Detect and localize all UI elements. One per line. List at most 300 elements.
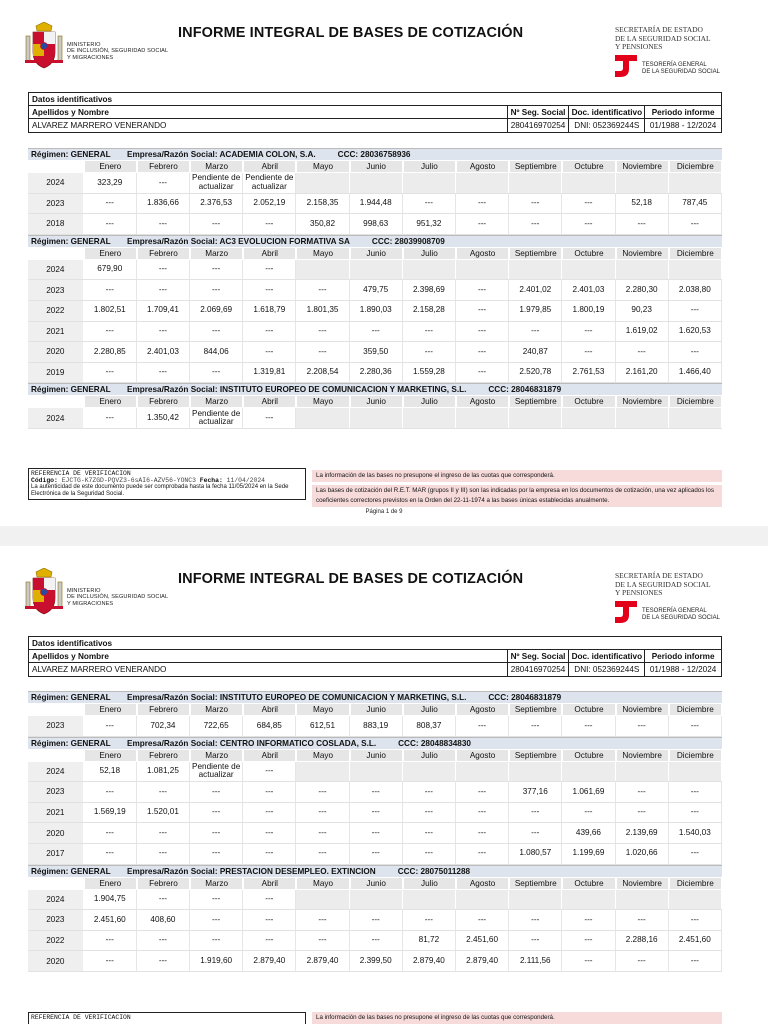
value-cell: --- — [243, 931, 296, 951]
value-cell: --- — [243, 823, 296, 843]
value-cell: 2.401,03 — [562, 280, 615, 300]
value-cell: --- — [137, 782, 190, 802]
value-cell — [616, 173, 669, 193]
period-value: 01/1988 - 12/2024 — [649, 665, 717, 674]
value-cell: 1.709,41 — [137, 301, 190, 321]
month-header: Enero — [84, 877, 137, 890]
value-cell: --- — [296, 910, 349, 930]
tgss-label: TESORERÍA GENERAL DE LA SEGURIDAD SOCIAL — [642, 608, 721, 621]
value-cell — [403, 408, 456, 428]
value-cell: 612,51 — [296, 716, 349, 736]
name-label: Apellidos y Nombre — [29, 106, 508, 118]
value-cell: --- — [350, 931, 403, 951]
value-cell: --- — [509, 716, 562, 736]
contribution-table-page-2 — [28, 691, 722, 972]
value-cell: --- — [190, 931, 243, 951]
month-header: Noviembre — [616, 395, 669, 408]
value-cell: --- — [509, 194, 562, 214]
month-header: Diciembre — [669, 247, 722, 260]
value-cell: --- — [296, 322, 349, 342]
value-cell: 998,63 — [350, 214, 403, 234]
value-cell: --- — [137, 280, 190, 300]
value-cell: --- — [616, 803, 669, 823]
value-cell: 1.802,51 — [84, 301, 137, 321]
month-header: Julio — [403, 247, 456, 260]
ref-title: REFERENCIA DE VERIFICACION — [31, 1014, 131, 1021]
month-header: Octubre — [562, 160, 615, 173]
value-cell: --- — [456, 322, 509, 342]
value-cell: --- — [669, 844, 722, 864]
ref-title: REFERENCIA DE VERIFICACION — [31, 470, 131, 477]
value-cell — [296, 260, 349, 280]
employer-header — [28, 737, 722, 749]
month-header: Julio — [403, 749, 456, 762]
table-row — [28, 910, 722, 931]
tgss-logo-icon — [614, 600, 638, 624]
value-cell: 2.879,40 — [243, 951, 296, 971]
year-cell: 2023 — [28, 194, 84, 214]
month-header: Septiembre — [509, 395, 562, 408]
regimen-label: Régimen: GENERAL — [31, 150, 111, 159]
value-cell: --- — [137, 951, 190, 971]
ccc-code: CCC: 28046831879 — [488, 385, 562, 395]
value-cell — [350, 762, 403, 782]
value-cell: --- — [84, 322, 137, 342]
regimen-label: Régimen: GENERAL — [31, 385, 111, 395]
page-header — [0, 0, 768, 84]
value-cell: --- — [84, 931, 137, 951]
value-cell: --- — [403, 803, 456, 823]
month-header: Marzo — [190, 749, 243, 762]
month-header: Enero — [84, 703, 137, 716]
value-cell: 684,85 — [243, 716, 296, 736]
value-cell: 1.944,48 — [350, 194, 403, 214]
ccc-code: CCC: 28046831879 — [488, 693, 562, 702]
value-cell: 1.890,03 — [350, 301, 403, 321]
year-cell: 2020 — [28, 823, 84, 843]
month-header: Septiembre — [509, 160, 562, 173]
value-cell: --- — [190, 322, 243, 342]
table-row — [28, 322, 722, 343]
page-number: Página 1 de 9 — [365, 509, 403, 515]
month-header: Junio — [350, 247, 403, 260]
month-header: Septiembre — [509, 703, 562, 716]
value-cell: 2.288,16 — [616, 931, 669, 951]
month-header: Octubre — [562, 877, 615, 890]
month-header: Agosto — [456, 395, 509, 408]
value-cell — [562, 890, 615, 910]
month-header-row — [28, 395, 722, 408]
value-cell: Pendiente de actualizar — [190, 173, 243, 193]
page-title: INFORME INTEGRAL DE BASES DE COTIZACIÓN — [178, 25, 524, 41]
table-row — [28, 823, 722, 844]
regimen-label: Régimen: GENERAL — [31, 866, 111, 876]
value-cell: --- — [669, 951, 722, 971]
value-cell: --- — [562, 931, 615, 951]
year-cell: 2024 — [28, 762, 84, 782]
value-cell: 52,18 — [616, 194, 669, 214]
value-cell: --- — [243, 803, 296, 823]
note-2: Las bases de cotización del R.E.T. MAR (grupos II y III) son las indicadas por la empresa en los documentos de cotización, una vez aplicados los coeficientes correctores previstos en la Orden del 22-11-1974 a las bases únicas establecidas anualmente. — [312, 485, 722, 507]
value-cell: --- — [669, 803, 722, 823]
month-header: Diciembre — [669, 703, 722, 716]
table-row — [28, 762, 722, 783]
value-cell: --- — [403, 342, 456, 362]
value-cell — [456, 762, 509, 782]
value-cell: 2.520,78 — [509, 363, 562, 383]
month-header: Febrero — [137, 877, 190, 890]
ident-box — [28, 92, 722, 133]
value-cell: --- — [350, 844, 403, 864]
year-header-blank — [28, 703, 84, 716]
year-cell: 2019 — [28, 363, 84, 383]
value-cell: 1.080,57 — [509, 844, 562, 864]
doc-label: Doc. identificativo — [569, 650, 645, 662]
value-cell: 81,72 — [403, 931, 456, 951]
value-cell — [562, 762, 615, 782]
value-cell: --- — [137, 931, 190, 951]
month-header: Septiembre — [509, 877, 562, 890]
verification-reference: REFERENCIA DE VERIFICACION Código: EJCTG-K7ZGD-PQVZ3-6sAI6-AZV56-YONC3 Fecha: 11/04/2024 La autenticidad de este documento puede ser comprobada hasta la fecha 11/05/2024 en la Sede Electrónica de la Seguridad Social. — [28, 468, 306, 500]
month-header: Mayo — [296, 160, 349, 173]
month-header: Enero — [84, 160, 137, 173]
value-cell: 808,37 — [403, 716, 456, 736]
month-header: Febrero — [137, 395, 190, 408]
value-cell: 844,06 — [190, 342, 243, 362]
value-cell: --- — [562, 322, 615, 342]
employer-name: Empresa/Razón Social: AC3 EVOLUCION FORMATIVA SA — [127, 236, 350, 246]
employer-name: Empresa/Razón Social: CENTRO INFORMATICO COSLADA, S.L. — [127, 738, 377, 748]
value-cell: --- — [456, 194, 509, 214]
month-header: Diciembre — [669, 395, 722, 408]
table-row — [28, 844, 722, 865]
value-cell: --- — [137, 844, 190, 864]
value-cell: 2.161,20 — [616, 363, 669, 383]
month-header: Octubre — [562, 749, 615, 762]
value-cell: --- — [296, 803, 349, 823]
employer-header — [28, 235, 722, 247]
value-cell — [669, 260, 722, 280]
month-header: Julio — [403, 395, 456, 408]
value-cell: 1.559,28 — [403, 363, 456, 383]
value-cell: 2.158,28 — [403, 301, 456, 321]
year-cell: 2024 — [28, 408, 84, 428]
value-cell: --- — [616, 910, 669, 930]
info-notes — [312, 470, 722, 507]
value-cell: --- — [562, 951, 615, 971]
value-cell: --- — [190, 260, 243, 280]
year-header-blank — [28, 395, 84, 408]
year-header-blank — [28, 877, 84, 890]
value-cell: --- — [616, 782, 669, 802]
value-cell: --- — [669, 342, 722, 362]
value-cell: 2.280,85 — [84, 342, 137, 362]
nss-label: Nº Seg. Social — [508, 650, 570, 662]
ident-section-title: Datos identificativos — [32, 638, 113, 648]
value-cell: 1.466,40 — [669, 363, 722, 383]
table-row — [28, 173, 722, 194]
month-header: Enero — [84, 749, 137, 762]
value-cell: 439,66 — [562, 823, 615, 843]
value-cell: 2.401,02 — [509, 280, 562, 300]
name-label: Apellidos y Nombre — [29, 650, 508, 662]
regimen-label: Régimen: GENERAL — [31, 236, 111, 246]
table-row — [28, 260, 722, 281]
value-cell: --- — [669, 301, 722, 321]
employer-name: Empresa/Razón Social: INSTITUTO EUROPEO DE COMUNICACION Y MARKETING, S.L. — [127, 385, 467, 395]
secretaria-label: SECRETARÍA DE ESTADO DE LA SEGURIDAD SOCIAL Y PENSIONES — [615, 571, 711, 597]
employer-name: Empresa/Razón Social: ACADEMIA COLON, S.A. — [127, 150, 316, 159]
value-cell: 1.569,19 — [84, 803, 137, 823]
month-header: Julio — [403, 877, 456, 890]
value-cell: --- — [190, 890, 243, 910]
value-cell: --- — [350, 910, 403, 930]
value-cell — [562, 173, 615, 193]
month-header-row — [28, 877, 722, 890]
value-cell: --- — [190, 844, 243, 864]
value-cell: 2.451,60 — [669, 931, 722, 951]
value-cell — [562, 408, 615, 428]
value-cell: 2.879,40 — [403, 951, 456, 971]
value-cell: --- — [562, 194, 615, 214]
year-cell: 2024 — [28, 173, 84, 193]
table-row — [28, 782, 722, 803]
value-cell: 2.208,54 — [296, 363, 349, 383]
value-cell: --- — [350, 782, 403, 802]
value-cell: --- — [669, 910, 722, 930]
verification-code: EJCTG-K7ZGD-PQVZ3-6sAI6-AZV56-YONC3 — [61, 477, 196, 484]
year-cell: 2022 — [28, 301, 84, 321]
ccc-code: CCC: 28075011288 — [397, 866, 471, 876]
month-header: Febrero — [137, 160, 190, 173]
value-cell: 2.111,56 — [509, 951, 562, 971]
value-cell: --- — [190, 782, 243, 802]
value-cell: --- — [350, 823, 403, 843]
value-cell — [509, 762, 562, 782]
table-row — [28, 408, 722, 429]
month-header: Abril — [243, 395, 296, 408]
value-cell: --- — [243, 322, 296, 342]
employer-name: Empresa/Razón Social: INSTITUTO EUROPEO DE COMUNICACION Y MARKETING, S.L. — [127, 693, 467, 702]
value-cell: --- — [84, 280, 137, 300]
value-cell — [669, 408, 722, 428]
value-cell: Pendiente de actualizar — [190, 408, 243, 428]
value-cell — [562, 260, 615, 280]
month-header: Marzo — [190, 247, 243, 260]
month-header-row — [28, 749, 722, 762]
value-cell: --- — [190, 214, 243, 234]
value-cell — [669, 762, 722, 782]
month-header: Junio — [350, 877, 403, 890]
value-cell: --- — [509, 322, 562, 342]
table-row — [28, 301, 722, 322]
value-cell — [456, 890, 509, 910]
value-cell: 2.879,40 — [456, 951, 509, 971]
value-cell: 2.879,40 — [296, 951, 349, 971]
value-cell: --- — [456, 214, 509, 234]
value-cell: 1.801,35 — [296, 301, 349, 321]
value-cell: --- — [403, 823, 456, 843]
period-label: Periodo informe — [651, 651, 715, 661]
value-cell: --- — [616, 342, 669, 362]
value-cell: 1.979,85 — [509, 301, 562, 321]
value-cell: --- — [456, 910, 509, 930]
value-cell: --- — [84, 844, 137, 864]
value-cell: 1.618,79 — [243, 301, 296, 321]
month-header: Agosto — [456, 749, 509, 762]
month-header: Mayo — [296, 877, 349, 890]
value-cell: 90,23 — [616, 301, 669, 321]
tgss-logo-icon — [614, 54, 638, 78]
value-cell: 1.919,60 — [190, 951, 243, 971]
value-cell: 1.081,25 — [137, 762, 190, 782]
year-cell: 2023 — [28, 280, 84, 300]
month-header: Noviembre — [616, 877, 669, 890]
month-header: Octubre — [562, 247, 615, 260]
value-cell: --- — [243, 762, 296, 782]
ministry-name: MINISTERIO DE INCLUSIÓN, SEGURIDAD SOCIAL Y MIGRACIONES — [67, 588, 169, 607]
month-header: Abril — [243, 749, 296, 762]
value-cell: 679,90 — [84, 260, 137, 280]
value-cell: --- — [190, 803, 243, 823]
value-cell: --- — [190, 910, 243, 930]
value-cell — [350, 173, 403, 193]
value-cell: --- — [243, 844, 296, 864]
value-cell: --- — [243, 342, 296, 362]
value-cell — [616, 762, 669, 782]
month-header: Enero — [84, 395, 137, 408]
value-cell: 1.620,53 — [669, 322, 722, 342]
value-cell — [403, 890, 456, 910]
value-cell: 2.052,19 — [243, 194, 296, 214]
value-cell: --- — [616, 214, 669, 234]
month-header: Abril — [243, 877, 296, 890]
value-cell: 350,82 — [296, 214, 349, 234]
value-cell: 323,29 — [84, 173, 137, 193]
value-cell: --- — [350, 322, 403, 342]
value-cell: --- — [403, 194, 456, 214]
value-cell — [296, 890, 349, 910]
value-cell — [616, 408, 669, 428]
value-cell: 2.158,35 — [296, 194, 349, 214]
value-cell — [509, 260, 562, 280]
month-header: Abril — [243, 703, 296, 716]
month-header: Marzo — [190, 160, 243, 173]
month-header: Agosto — [456, 703, 509, 716]
value-cell — [456, 173, 509, 193]
value-cell: --- — [84, 716, 137, 736]
employer-header — [28, 148, 722, 160]
value-cell: --- — [84, 363, 137, 383]
value-cell: --- — [243, 910, 296, 930]
table-row — [28, 280, 722, 301]
value-cell: --- — [562, 910, 615, 930]
page-title: INFORME INTEGRAL DE BASES DE COTIZACIÓN — [178, 571, 524, 587]
value-cell: --- — [456, 301, 509, 321]
contribution-table-page-1 — [28, 148, 722, 429]
year-cell: 2022 — [28, 931, 84, 951]
year-cell: 2024 — [28, 890, 84, 910]
value-cell: --- — [243, 214, 296, 234]
value-cell: --- — [669, 782, 722, 802]
month-header: Marzo — [190, 877, 243, 890]
month-header: Abril — [243, 247, 296, 260]
table-row — [28, 342, 722, 363]
year-cell: 2018 — [28, 214, 84, 234]
value-cell: --- — [296, 280, 349, 300]
employer-header — [28, 691, 722, 703]
month-header: Mayo — [296, 395, 349, 408]
value-cell: --- — [669, 716, 722, 736]
value-cell: 2.280,30 — [616, 280, 669, 300]
ministry-name: MINISTERIO DE INCLUSIÓN, SEGURIDAD SOCIAL Y MIGRACIONES — [67, 42, 169, 61]
value-cell: --- — [243, 280, 296, 300]
month-header: Enero — [84, 247, 137, 260]
ident-box — [28, 636, 722, 677]
period-label: Periodo informe — [651, 107, 715, 117]
month-header: Junio — [350, 160, 403, 173]
value-cell — [403, 260, 456, 280]
value-cell — [296, 173, 349, 193]
value-cell: --- — [509, 214, 562, 234]
value-cell: 2.280,36 — [350, 363, 403, 383]
year-header-blank — [28, 247, 84, 260]
value-cell: --- — [456, 716, 509, 736]
month-header: Agosto — [456, 877, 509, 890]
month-header: Noviembre — [616, 160, 669, 173]
value-cell: 951,32 — [403, 214, 456, 234]
value-cell: --- — [456, 782, 509, 802]
value-cell: --- — [243, 890, 296, 910]
month-header: Marzo — [190, 703, 243, 716]
value-cell: 1.836,66 — [137, 194, 190, 214]
value-cell: 787,45 — [669, 194, 722, 214]
value-cell: 2.399,50 — [350, 951, 403, 971]
month-header: Febrero — [137, 703, 190, 716]
person-name: ALVAREZ MARRERO VENERANDO — [29, 119, 508, 132]
month-header: Febrero — [137, 749, 190, 762]
value-cell: 359,50 — [350, 342, 403, 362]
value-cell — [669, 173, 722, 193]
value-cell: 2.401,03 — [137, 342, 190, 362]
value-cell: --- — [296, 844, 349, 864]
year-cell: 2023 — [28, 716, 84, 736]
value-cell: --- — [137, 260, 190, 280]
value-cell: --- — [84, 823, 137, 843]
month-header: Noviembre — [616, 703, 669, 716]
value-cell: --- — [137, 322, 190, 342]
value-cell: --- — [296, 342, 349, 362]
value-cell: --- — [509, 910, 562, 930]
table-row — [28, 931, 722, 952]
report-page-2 — [0, 546, 768, 1024]
value-cell — [616, 890, 669, 910]
year-cell: 2021 — [28, 803, 84, 823]
value-cell: 883,19 — [350, 716, 403, 736]
month-header: Junio — [350, 703, 403, 716]
table-row — [28, 803, 722, 824]
table-row — [28, 214, 722, 235]
value-cell: Pendiente de actualizar — [190, 762, 243, 782]
value-cell — [509, 408, 562, 428]
value-cell: 2.139,69 — [616, 823, 669, 843]
value-cell: 1.540,03 — [669, 823, 722, 843]
value-cell: --- — [509, 931, 562, 951]
value-cell: 377,16 — [509, 782, 562, 802]
page-gap — [0, 526, 768, 546]
person-name: ALVAREZ MARRERO VENERANDO — [29, 663, 508, 676]
value-cell: 52,18 — [84, 762, 137, 782]
